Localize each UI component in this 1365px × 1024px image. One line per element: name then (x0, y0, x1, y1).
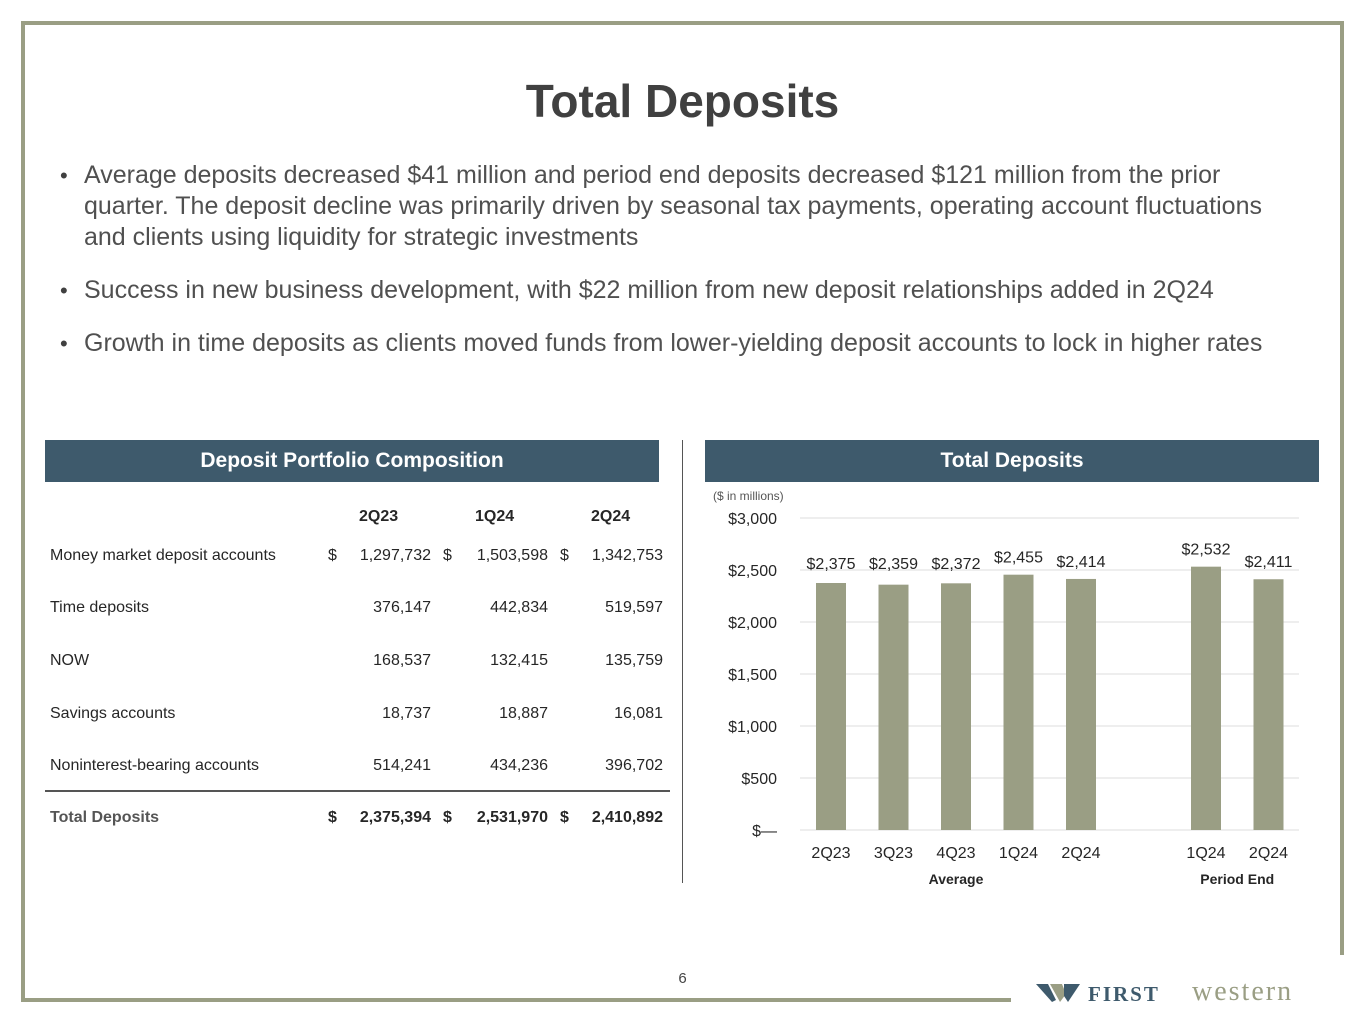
group-label: Average (928, 871, 984, 887)
bar (879, 585, 909, 830)
table-cell: 1,342,753 (591, 547, 663, 564)
table-row (45, 599, 670, 629)
table-cell: 168,537 (373, 652, 431, 669)
currency-symbol: $ (560, 809, 569, 826)
table-cell: 16,081 (614, 705, 663, 722)
x-tick-label: 2Q24 (1061, 845, 1101, 862)
bullet-item (60, 328, 1290, 359)
row-label: Savings accounts (50, 705, 176, 722)
table-cell: 18,887 (499, 705, 548, 722)
total-rule (45, 790, 670, 792)
currency-symbol: $ (328, 809, 337, 826)
data-label: $2,414 (1056, 554, 1106, 572)
row-label: NOW (50, 652, 90, 669)
row-label: Total Deposits (50, 809, 160, 826)
slide-frame-right (1340, 21, 1344, 955)
data-label: $2,359 (869, 556, 918, 574)
column-header: 2Q23 (359, 508, 399, 525)
table-cell: 18,737 (382, 705, 431, 722)
table-cell: 442,834 (490, 599, 548, 616)
table-row (45, 757, 670, 787)
x-tick-label: 2Q24 (1248, 845, 1289, 862)
table-cell: 514,241 (373, 757, 431, 774)
table-cell: 396,702 (605, 757, 663, 774)
currency-symbol: $ (443, 547, 452, 564)
bullet-list (60, 160, 1290, 381)
x-tick-label: 2Q23 (811, 845, 851, 862)
table-row (45, 705, 670, 735)
bar (1066, 579, 1096, 830)
y-tick-label: $3,000 (728, 511, 777, 528)
bullet-dot-icon: • (60, 278, 68, 303)
bar (1004, 575, 1034, 830)
y-tick-label: $1,000 (728, 719, 777, 736)
x-tick-label: 1Q24 (1186, 845, 1226, 862)
total-deposits-chart (705, 484, 1319, 894)
table-row (45, 652, 670, 682)
table-cell: 135,759 (605, 652, 663, 669)
x-tick-label: 3Q23 (873, 845, 914, 862)
table-cell: 1,503,598 (476, 547, 548, 564)
y-tick-label: $2,000 (728, 615, 777, 632)
slide-frame-top (22, 21, 1344, 25)
data-label: $2,411 (1244, 554, 1293, 572)
table-cell: 519,597 (605, 599, 663, 616)
logo-mark-icon (1036, 982, 1082, 1004)
page-title: Total Deposits (525, 75, 840, 127)
bar (816, 583, 846, 830)
bullet-text: Average deposits decreased $41 million and period end deposits decreased $121 million from the prior quarter. The deposit decline was primarily driven by seasonal tax payments, operating account fluctuations and clients using liquidity for strategic investments (84, 161, 1262, 251)
y-tick-label: $500 (741, 771, 777, 788)
table-row (45, 547, 670, 577)
currency-symbol: $ (443, 809, 452, 826)
slide-frame-bottom (21, 998, 1011, 1002)
bar (1191, 567, 1221, 830)
x-tick-label: 4Q23 (936, 845, 976, 862)
table-cell: 2,531,970 (476, 809, 548, 826)
page-number: 6 (678, 970, 687, 987)
table-cell: 2,375,394 (359, 809, 431, 826)
bullet-item (60, 275, 1290, 306)
chart-panel-header: Total Deposits (705, 440, 1319, 482)
currency-symbol: $ (560, 547, 569, 564)
column-header: 1Q24 (475, 508, 515, 525)
data-label: $2,455 (994, 549, 1043, 567)
currency-symbol: $ (328, 547, 337, 564)
chart-unit-note: ($ in millions) (713, 489, 784, 503)
y-tick-label: $— (752, 823, 777, 840)
table-cell: 434,236 (490, 757, 548, 774)
x-tick-label: 1Q24 (998, 845, 1039, 862)
table-cell: 1,297,732 (359, 547, 431, 564)
data-label: $2,375 (806, 556, 856, 574)
data-label: $2,532 (1181, 541, 1231, 559)
bullet-item (60, 160, 1290, 253)
group-label: Period End (1200, 871, 1275, 887)
data-label: $2,372 (931, 556, 981, 574)
logo-word-first: FIRST (1088, 982, 1160, 1006)
slide-frame-left (21, 21, 25, 1002)
table-cell: 376,147 (373, 599, 431, 616)
bullet-text: Growth in time deposits as clients moved funds from lower-yielding deposit accounts to lock in higher rates (84, 329, 1263, 357)
bullet-text: Success in new business development, with $22 million from new deposit relationships added in 2Q24 (84, 276, 1214, 304)
bar (941, 583, 971, 830)
table-total-row (45, 809, 670, 839)
row-label: Money market deposit accounts (50, 547, 276, 564)
y-tick-label: $2,500 (728, 563, 777, 580)
logo-word-western: western (1192, 976, 1294, 1007)
bullet-dot-icon: • (60, 331, 68, 356)
table-cell: 132,415 (490, 652, 548, 669)
row-label: Time deposits (50, 599, 149, 616)
table-cell: 2,410,892 (591, 809, 663, 826)
column-header: 2Q24 (591, 508, 631, 525)
bar (1254, 579, 1284, 830)
bullet-dot-icon: • (60, 163, 68, 188)
panel-divider (682, 440, 683, 883)
y-tick-label: $1,500 (728, 667, 777, 684)
table-panel-header: Deposit Portfolio Composition (45, 440, 659, 482)
row-label: Noninterest-bearing accounts (50, 757, 260, 774)
